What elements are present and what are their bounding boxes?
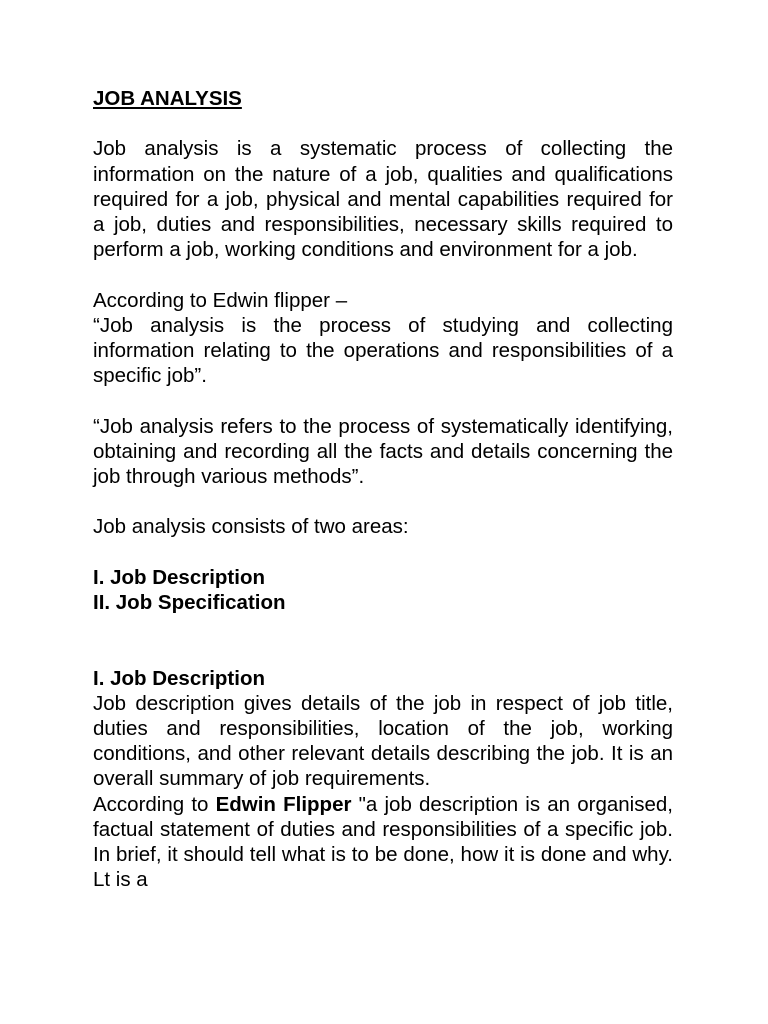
final-prefix: According to bbox=[93, 792, 216, 816]
spacer bbox=[93, 640, 673, 665]
intro-paragraph: Job analysis is a systematic process of collecting the information on the nature of a job, qualities and qualifications required for a job, physical and mental capabilities required for a job, duties and responsibilities, necessary skills required to perform a job, working conditions and environment for a job. bbox=[93, 137, 673, 262]
area-item: I. Job Description bbox=[93, 565, 265, 589]
according-line: According to Edwin flipper – bbox=[93, 288, 348, 312]
spacer bbox=[93, 615, 673, 640]
quote-paragraph-2: “Job analysis refers to the process of systematically identifying, obtaining and recording all the facts and details concerning the job through various methods”. bbox=[93, 414, 673, 488]
spacer bbox=[93, 540, 673, 565]
final-rest: "a job description is an organised, factual statement of duties and responsibilities of a specific job. In brief, it should tell what is to be done, how it is done and why. Lt is a bbox=[93, 792, 673, 892]
section-heading: I. Job Description bbox=[93, 666, 265, 690]
section-body: Job description gives details of the job in respect of job title, duties and responsibilities, location of the job, working conditions, and other relevant details describing the job. It is an overall summary of job requirements. bbox=[93, 691, 673, 791]
areas-intro: Job analysis consists of two areas: bbox=[93, 515, 409, 539]
spacer bbox=[93, 388, 673, 413]
author-name: Edwin Flipper bbox=[215, 792, 352, 816]
document-page bbox=[93, 86, 673, 892]
spacer bbox=[93, 262, 673, 287]
spacer bbox=[93, 111, 673, 136]
document-title: JOB ANALYSIS bbox=[93, 87, 242, 110]
area-item: II. Job Specification bbox=[93, 590, 286, 614]
final-paragraph bbox=[93, 792, 673, 893]
spacer bbox=[93, 489, 673, 514]
quote-paragraph-1: “Job analysis is the process of studying and collecting information relating to the operations and responsibilities of a specific job”. bbox=[93, 313, 673, 388]
